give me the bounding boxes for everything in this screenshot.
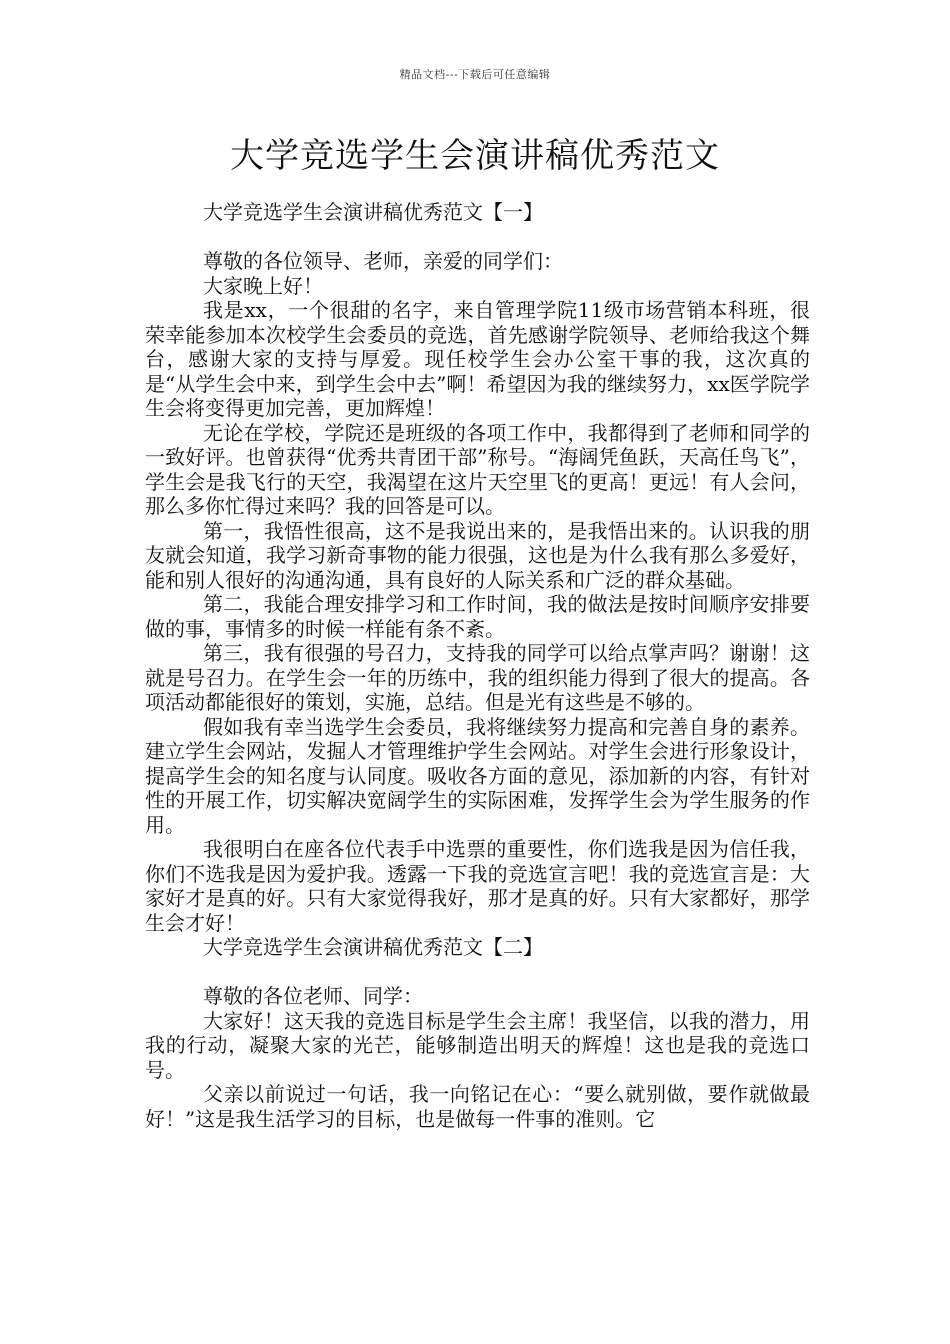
paragraph: 假如我有幸当选学生会委员，我将继续努力提高和完善自身的素养。建立学生会网站，发掘人才管理维护学生会网站。对学生会进行形象设计，提高学生会的知名度与认同度。吸收各方面的意见，添加新的内容，有针对性的开展工作，切实解决宽阔学生的实际困难，发挥学生会为学生服务的作用。 [145,714,810,837]
paragraph: 我很明白在座各位代表手中选票的重要性，你们选我是因为信任我，你们不选我是因为爱护我。透露一下我的竞选宣言吧！我的竞选宣言是：大家好才是真的好。只有大家觉得我好，那才是真的好。只有大家都好，那学生会才好！ [145,837,810,935]
greeting-1: 尊敬的各位领导、老师，亲爱的同学们： [203,249,563,273]
paragraph: 大家晚上好！ [203,273,323,298]
paragraph: 无论在学校，学院还是班级的各项工作中，我都得到了老师和同学的一致好评。也曾获得“优秀共青团干部”称号。“海阔凭鱼跃，天高任鸟飞”，学生会是我飞行的天空，我渴望在这片天空里飞的更高！更远！有人会问，那么多你忙得过来吗？我的回答是可以。 [145,420,810,518]
section-heading-2: 大学竞选学生会演讲稿优秀范文【二】 [203,935,543,959]
paragraph: 第二，我能合理安排学习和工作时间，我的做法是按时间顺序安排要做的事，事情多的时候一样能有条不紊。 [145,592,810,641]
paragraph: 大家好！这天我的竞选目标是学生会主席！我坚信，以我的潜力，用我的行动，凝聚大家的光芒，能够制造出明天的辉煌！这也是我的竞选口号。 [145,1008,810,1082]
paragraph: 第三，我有很强的号召力，支持我的同学可以给点掌声吗？谢谢！这就是号召力。在学生会一年的历练中，我的组织能力得到了很大的提高。各项活动都能很好的策划，实施，总结。但是光有这些是不够的。 [145,641,810,714]
paragraph: 我是xx，一个很甜的名字，来自管理学院11级市场营销本科班，很荣幸能参加本次校学生会委员的竞选，首先感谢学院领导、老师给我这个舞台，感谢大家的支持与厚爱。现任校学生会办公室干事的我，这次真的是“从学生会中来，到学生会中去”啊！希望因为我的继续努力，xx医学院学生会将变得更加完善，更加辉煌！ [145,298,810,420]
paragraph: 第一，我悟性很高，这不是我说出来的，是我悟出来的。认识我的朋友就会知道，我学习新奇事物的能力很强，这也是为什么我有那么多爱好，能和别人很好的沟通沟通，具有良好的人际关系和广泛的群众基础。 [145,518,810,592]
paragraph: 父亲以前说过一句话，我一向铭记在心：“要么就别做，要作就做最好！”这是我生活学习的目标，也是做每一件事的准则。它 [145,1082,810,1131]
section-heading-1: 大学竞选学生会演讲稿优秀范文【一】 [203,200,543,224]
document-body [145,200,810,1131]
document-title: 大学竞选学生会演讲稿优秀范文 [230,136,720,176]
header-note: 精品文档---下载后可任意编辑 [399,68,551,81]
greeting-2: 尊敬的各位老师、同学： [203,984,423,1008]
